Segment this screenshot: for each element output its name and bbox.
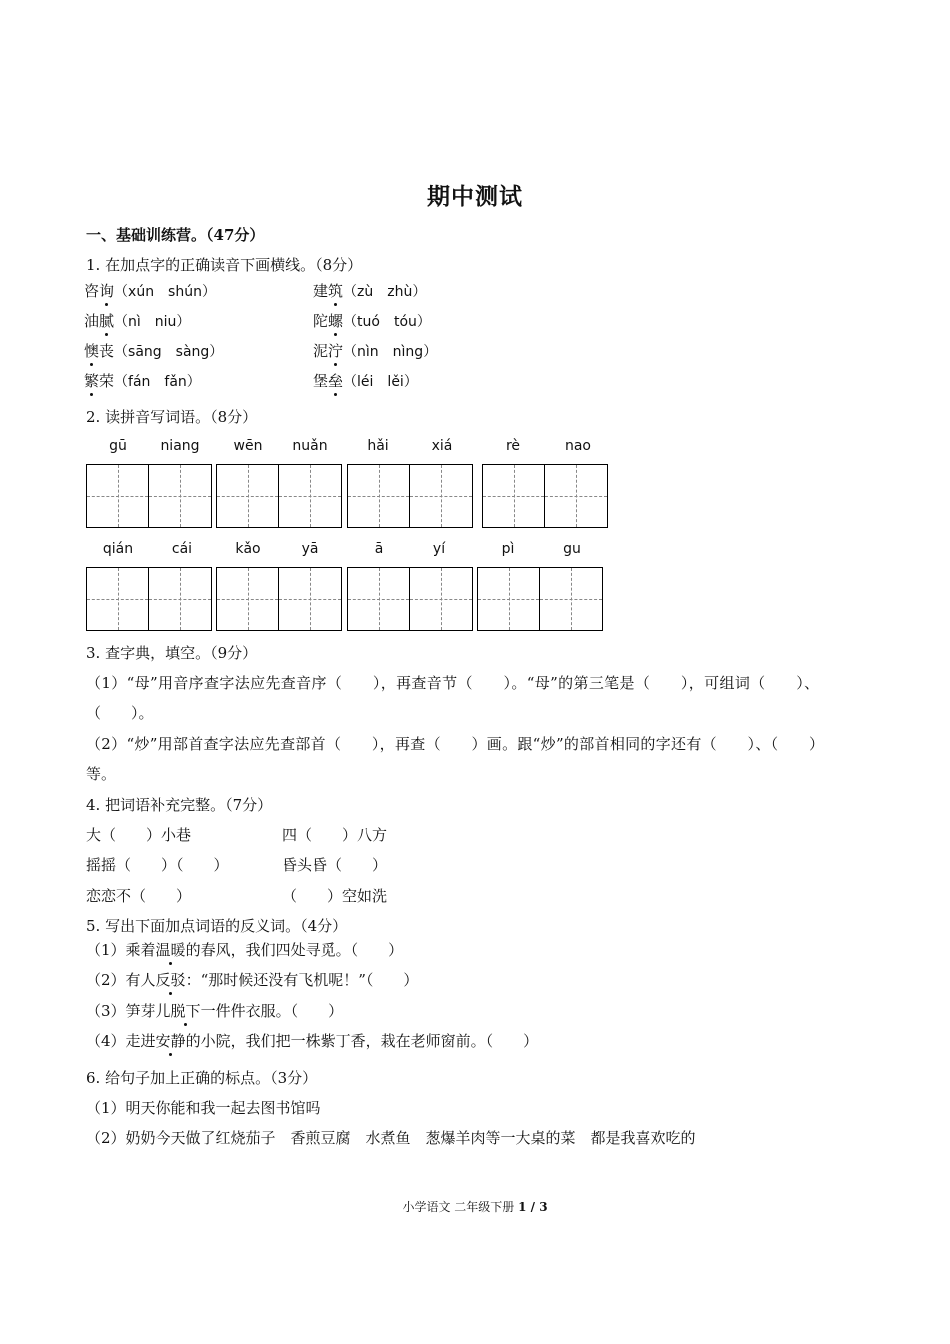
grid-cell[interactable]	[149, 465, 211, 527]
pinyin-options: （nìn nìng）	[343, 344, 438, 360]
dotted-word: 安静	[155, 1032, 186, 1050]
q6-heading: 6. 给句子加上正确的标点。（3分）	[86, 1069, 318, 1087]
grid-cell[interactable]	[478, 568, 540, 630]
pinyin-options: （tuó tóu）	[343, 314, 431, 330]
dotted-char: 懊	[84, 342, 100, 360]
q1-heading: 1. 在加点字的正确读音下画横线。（8分）	[86, 256, 363, 274]
q5-sentence: （1）乘着温暖的春风，我们四处寻觅。（ ）	[86, 941, 404, 959]
grid-cell[interactable]	[483, 465, 545, 527]
q6-sentence: （2）奶奶今天做了红烧茄子 香煎豆腐 水煮鱼 葱爆羊肉等一大桌的菜 都是我喜欢吃的	[86, 1129, 696, 1147]
grid-cell[interactable]	[87, 568, 149, 630]
pinyin-options: （fán fǎn）	[114, 374, 201, 390]
pinyin-label: yí	[432, 541, 446, 557]
dotted-word: 反驳	[155, 971, 186, 989]
pinyin-label: xiá	[431, 438, 453, 454]
grid-cell[interactable]	[348, 465, 410, 527]
grid-cell[interactable]	[348, 568, 410, 630]
q5-sentence: （2）有人反驳：“那时候还没有飞机呢！”（ ）	[86, 971, 419, 989]
q3-line: 等。	[86, 765, 117, 783]
grid-cell[interactable]	[279, 465, 341, 527]
writing-grid[interactable]	[86, 464, 212, 528]
pinyin-label: ā	[374, 541, 384, 557]
q1-item: 咨询（xún shún）	[84, 282, 216, 300]
dotted-char: 询	[99, 282, 115, 300]
pinyin-options: （xún shún）	[114, 284, 216, 300]
dotted-word: 脱下	[170, 1002, 201, 1020]
q1-item: 油腻（nì niu）	[84, 312, 191, 330]
q4-item: （ ）空如洗	[282, 887, 388, 905]
q1-item: 建筑（zù zhù）	[313, 282, 427, 300]
q4-item: 四（ ）八方	[282, 826, 388, 844]
grid-cell[interactable]	[279, 568, 341, 630]
q1-item: 堡垒（léi lěi）	[313, 372, 418, 390]
pinyin-options: （sāng sàng）	[114, 344, 224, 360]
pinyin-label: nuǎn	[292, 438, 328, 454]
writing-grid[interactable]	[216, 567, 342, 631]
writing-grid[interactable]	[216, 464, 342, 528]
grid-cell[interactable]	[545, 465, 607, 527]
dotted-char: 泞	[328, 342, 344, 360]
q4-item: 昏头昏（ ）	[282, 856, 388, 874]
pinyin-label: cái	[171, 541, 193, 557]
pinyin-label: gū	[109, 438, 127, 454]
pinyin-options: （zù zhù）	[343, 284, 427, 300]
writing-grid[interactable]	[482, 464, 608, 528]
q2-heading: 2. 读拼音写词语。（8分）	[86, 408, 258, 426]
q5-sentence: （3）笋芽儿脱下一件件衣服。（ ）	[86, 1002, 344, 1020]
q4-heading: 4. 把词语补充完整。（7分）	[86, 796, 273, 814]
pinyin-label: qián	[102, 541, 134, 557]
pinyin-label: rè	[505, 438, 521, 454]
q5-heading: 5. 写出下面加点词语的反义词。（4分）	[86, 917, 348, 935]
q3-heading: 3. 查字典，填空。（9分）	[86, 644, 258, 662]
q3-line: （1）“母”用音序查字法应先查音序（ ），再查音节（ ）。“母”的第三笔是（ ），可组词（ ）、	[86, 674, 820, 692]
page-footer	[0, 1198, 950, 1215]
grid-cell[interactable]	[217, 568, 279, 630]
dotted-char: 垒	[328, 372, 344, 390]
pinyin-label: gu	[563, 541, 581, 557]
q4-item: 恋恋不（ ）	[86, 887, 192, 905]
pinyin-label: yā	[301, 541, 319, 557]
grid-cell[interactable]	[217, 465, 279, 527]
q1-item: 陀螺（tuó tóu）	[313, 312, 431, 330]
q6-sentence: （1）明天你能和我一起去图书馆吗	[86, 1099, 321, 1117]
grid-cell[interactable]	[87, 465, 149, 527]
q3-line: （2）“炒”用部首查字法应先查部首（ ），再查（ ）画。跟“炒”的部首相同的字还有（ ）、（ ）	[86, 735, 825, 753]
q3-line: （ ）。	[86, 704, 154, 722]
page-title: 期中测试	[427, 183, 523, 210]
section-heading-basics: 一、基础训练营。（47分）	[86, 226, 265, 244]
dotted-char: 螺	[328, 312, 344, 330]
grid-cell[interactable]	[410, 568, 472, 630]
pinyin-label: pì	[501, 541, 515, 557]
q1-item: 泥泞（nìn nìng）	[313, 342, 438, 360]
grid-cell[interactable]	[540, 568, 602, 630]
pinyin-label: hǎi	[367, 438, 389, 454]
pinyin-label: wēn	[233, 438, 263, 454]
q4-item: 大（ ）小巷	[86, 826, 192, 844]
pinyin-options: （nì niu）	[114, 314, 191, 330]
pinyin-label: niang	[160, 438, 200, 454]
dotted-char: 筑	[328, 282, 344, 300]
writing-grid[interactable]	[347, 464, 473, 528]
pinyin-label: nao	[564, 438, 592, 454]
grid-cell[interactable]	[149, 568, 211, 630]
writing-grid[interactable]	[477, 567, 603, 631]
q1-item: 繁荣（fán fǎn）	[84, 372, 201, 390]
page-number: 1 / 3	[518, 1200, 548, 1214]
footer-label: 小学语文 二年级下册	[402, 1200, 515, 1214]
q5-sentence: （4）走进安静的小院，我们把一株紫丁香，栽在老师窗前。（ ）	[86, 1032, 539, 1050]
dotted-word: 温暖	[155, 941, 186, 959]
writing-grid[interactable]	[86, 567, 212, 631]
q1-item: 懊丧（sāng sàng）	[84, 342, 224, 360]
pinyin-label: kǎo	[235, 541, 261, 557]
dotted-char: 腻	[99, 312, 115, 330]
writing-grid[interactable]	[347, 567, 473, 631]
dotted-char: 繁	[84, 372, 100, 390]
grid-cell[interactable]	[410, 465, 472, 527]
pinyin-options: （léi lěi）	[343, 374, 418, 390]
q4-item: 摇摇（ ）（ ）	[86, 856, 229, 874]
